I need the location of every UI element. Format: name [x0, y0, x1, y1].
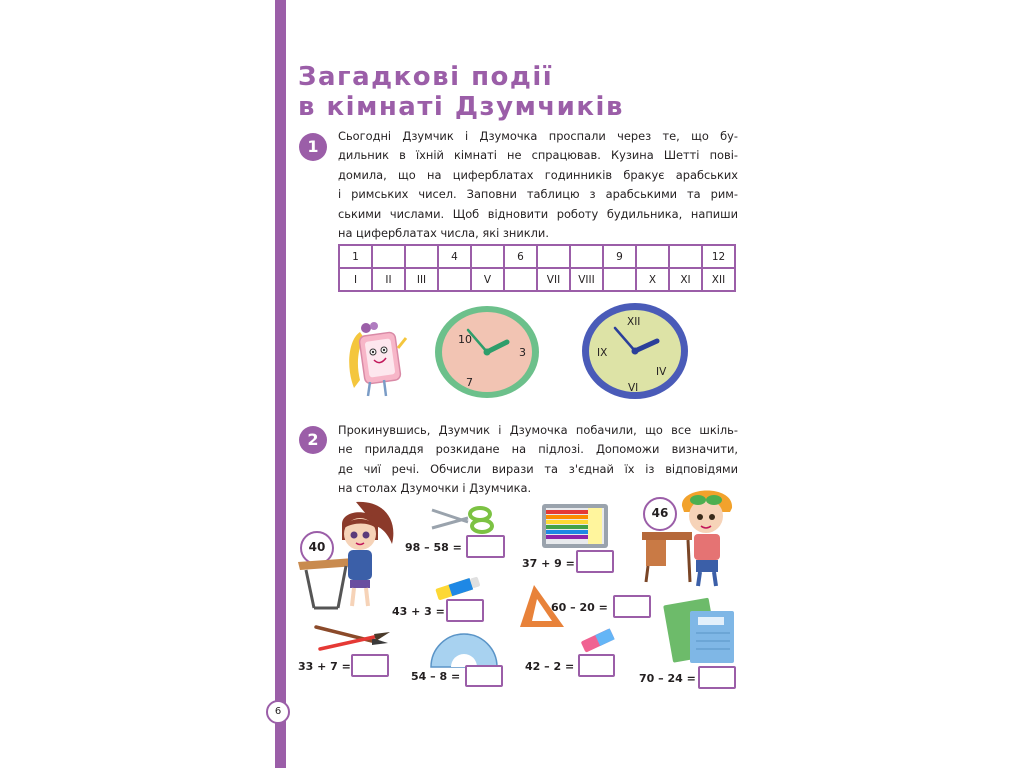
table-cell[interactable] [669, 245, 702, 268]
glue-stick-illustration [432, 574, 484, 602]
expr-abacus: 37 + 9 = [522, 557, 575, 570]
table-cell[interactable] [603, 268, 636, 291]
answer-box-glue[interactable] [446, 599, 484, 622]
clock-label: VI [628, 382, 639, 394]
table-cell[interactable]: 6 [504, 245, 537, 268]
task-2-badge: 2 [299, 426, 327, 454]
table-cell[interactable] [405, 245, 438, 268]
table-cell[interactable] [372, 245, 405, 268]
table-cell[interactable]: VIII [570, 268, 603, 291]
protractor-illustration [429, 629, 499, 669]
table-cell[interactable]: XI [669, 268, 702, 291]
task-2-line: Прокинувшись, Дзумчик і Дзумочка побачили, що все шкіль- [338, 423, 738, 437]
clock-label: 10 [458, 333, 472, 346]
table-cell[interactable] [636, 245, 669, 268]
table-cell[interactable]: X [636, 268, 669, 291]
page-title [298, 62, 624, 122]
task-1-line: Сьогодні Дзумчик і Дзумочка проспали через те, що бу- [338, 129, 738, 143]
answer-box-brushes[interactable] [351, 654, 389, 677]
table-cell[interactable]: 12 [702, 245, 735, 268]
abacus-illustration [540, 502, 610, 550]
expr-glue: 43 + 3 = [392, 605, 445, 618]
arabic-row [339, 245, 735, 268]
clock-label: XII [627, 316, 641, 328]
table-cell[interactable]: V [471, 268, 504, 291]
boy-at-desk-illustration [640, 482, 744, 590]
answer-box-triangle[interactable] [613, 595, 651, 618]
scissors-illustration [428, 504, 500, 534]
table-cell[interactable]: 1 [339, 245, 372, 268]
task-2-line: на столах Дзумочки і Дзумчика. [338, 481, 532, 496]
task-1-line: і римських чисел. Заповни таблицю з арабськими та рим- [338, 187, 738, 202]
table-cell[interactable]: III [405, 268, 438, 291]
task-1-text [338, 127, 738, 243]
table-cell[interactable] [570, 245, 603, 268]
boy-answer-circle[interactable]: 46 [643, 497, 677, 531]
clock-label: IV [656, 366, 667, 378]
task-2-line: не приладдя розкидане на підлозі. Допоможи визначити, [338, 442, 738, 457]
roman-row [339, 268, 735, 291]
expr-eraser: 42 – 2 = [525, 660, 575, 673]
title-line-2: в кімнаті Дзумчиків [298, 92, 624, 122]
eraser-illustration [578, 628, 620, 654]
clock-label: 3 [519, 346, 526, 359]
roman-clock [581, 301, 689, 401]
girl-answer-circle[interactable]: 40 [300, 531, 334, 565]
table-cell[interactable]: VII [537, 268, 570, 291]
answer-box-notebooks[interactable] [698, 666, 736, 689]
tablet-character-illustration [340, 318, 410, 402]
notebooks-illustration [662, 597, 738, 665]
task-1-line: домила, що на циферблатах годинників бракує арабських [338, 167, 738, 182]
title-line-1: Загадкові події [298, 62, 554, 92]
task-1-line: дильник в їхній кімнаті не спрацював. Кузина Шетті пові- [338, 148, 738, 163]
table-cell[interactable]: 9 [603, 245, 636, 268]
expr-triangle: 60 – 20 = [551, 601, 608, 614]
clock-label: 7 [466, 376, 473, 389]
task-1-badge: 1 [299, 133, 327, 161]
table-cell[interactable] [438, 268, 471, 291]
girl-at-desk-illustration [296, 500, 400, 614]
task-1-line: на циферблатах числа, які зникли. [338, 226, 549, 241]
arabic-clock [433, 304, 541, 400]
answer-box-eraser[interactable] [578, 654, 615, 677]
number-table [338, 244, 736, 292]
table-cell[interactable] [537, 245, 570, 268]
expr-notebooks: 70 – 24 = [639, 672, 696, 685]
expr-protractor: 54 – 8 = [411, 670, 461, 683]
table-cell[interactable] [471, 245, 504, 268]
task-1-line: ськими числами. Щоб відновити роботу будильника, напиши [338, 206, 738, 221]
clock-label: IX [597, 347, 608, 359]
answer-box-abacus[interactable] [576, 550, 614, 573]
answer-box-protractor[interactable] [465, 665, 503, 687]
expr-scissors: 98 – 58 = [405, 541, 462, 554]
table-cell[interactable]: XII [702, 268, 735, 291]
task-2-line: де чиї речі. Обчисли вирази та з'єднай їх із відповідями [338, 461, 738, 476]
table-cell[interactable]: II [372, 268, 405, 291]
table-cell[interactable]: 4 [438, 245, 471, 268]
table-cell[interactable]: I [339, 268, 372, 291]
paint-brushes-illustration [312, 621, 394, 655]
page-number: 6 [266, 700, 290, 724]
purple-side-bar [275, 0, 286, 768]
expr-brushes: 33 + 7 = [298, 660, 351, 673]
answer-box-scissors[interactable] [466, 535, 505, 558]
table-cell[interactable] [504, 268, 537, 291]
